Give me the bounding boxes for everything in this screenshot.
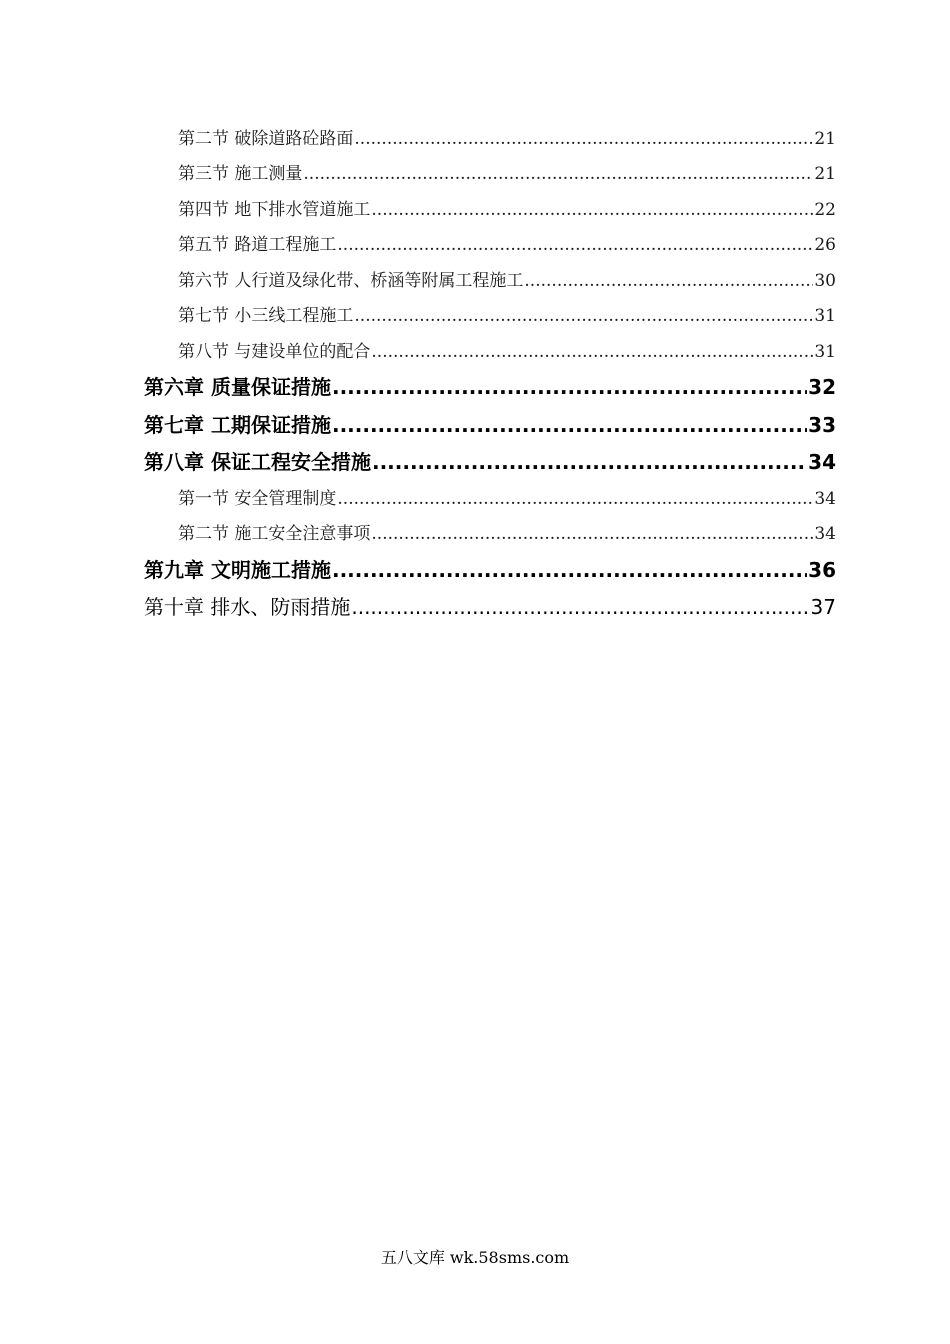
toc-entry-page: 36: [808, 558, 836, 582]
toc-entry-label: 第八节 与建设单位的配合: [178, 342, 371, 362]
toc-entry-section[interactable]: [178, 159, 836, 184]
toc-entry-page: 32: [808, 375, 836, 399]
toc-entry-label: 第十章 排水、防雨措施: [144, 595, 351, 619]
toc-entry-page: 21: [814, 164, 836, 184]
toc-entry-section[interactable]: [178, 230, 836, 255]
toc-dot-leader: [337, 235, 813, 255]
toc-entry-section[interactable]: [178, 519, 836, 544]
toc-entry-chapter[interactable]: [144, 446, 836, 475]
toc-dot-leader: [371, 200, 813, 220]
toc-entry-page: 37: [810, 595, 836, 619]
toc-entry-page: 30: [814, 271, 836, 291]
toc-entry-label: 第二节 施工安全注意事项: [178, 524, 371, 544]
toc-entry-label: 第九章 文明施工措施: [144, 558, 331, 582]
toc-entry-label: 第七节 小三线工程施工: [178, 306, 354, 326]
toc-entry-page: 26: [814, 235, 836, 255]
toc-entry-page: 34: [814, 524, 836, 544]
toc-dot-leader: [351, 595, 809, 619]
toc-entry-section[interactable]: [178, 266, 836, 291]
toc-dot-leader: [332, 413, 807, 437]
toc-entry-section[interactable]: [178, 484, 836, 509]
toc-dot-leader: [372, 450, 807, 474]
toc-entry-label: 第六节 人行道及绿化带、桥涵等附属工程施工: [178, 271, 524, 291]
toc-entry-label: 第八章 保证工程安全措施: [144, 450, 371, 474]
toc-entry-page: 33: [808, 413, 836, 437]
toc-entry-label: 第一节 安全管理制度: [178, 489, 337, 509]
toc-dot-leader: [354, 129, 813, 149]
toc-entry-label: 第三节 施工测量: [178, 164, 303, 184]
toc-entry-chapter[interactable]: [144, 554, 836, 583]
toc-entry-page: 31: [814, 306, 836, 326]
toc-entry-label: 第五节 路道工程施工: [178, 235, 337, 255]
toc-dot-leader: [354, 306, 813, 326]
toc-dot-leader: [371, 342, 813, 362]
toc-dot-leader: [332, 558, 807, 582]
toc-dot-leader: [337, 489, 813, 509]
toc-entry-chapter[interactable]: [144, 409, 836, 438]
page-footer: 五八文库 wk.58sms.com: [380, 1248, 570, 1267]
toc-entry-page: 21: [814, 129, 836, 149]
toc-dot-leader: [303, 164, 813, 184]
toc-dot-leader: [332, 375, 807, 399]
toc-entry-label: 第二节 破除道路砼路面: [178, 129, 354, 149]
toc-entry-page: 34: [814, 489, 836, 509]
toc-entry-page: 34: [808, 450, 836, 474]
toc-entry-label: 第六章 质量保证措施: [144, 375, 331, 399]
toc-entry-chapter[interactable]: [144, 591, 836, 620]
toc-entry-label: 第四节 地下排水管道施工: [178, 200, 371, 220]
toc-entry-section[interactable]: [178, 195, 836, 220]
toc-entry-section[interactable]: [178, 337, 836, 362]
toc-dot-leader: [524, 271, 813, 291]
toc-entry-page: 22: [814, 200, 836, 220]
toc-entry-page: 31: [814, 342, 836, 362]
toc-entry-label: 第七章 工期保证措施: [144, 413, 331, 437]
toc-entry-section[interactable]: [178, 301, 836, 326]
toc-dot-leader: [371, 524, 813, 544]
toc-entry-section[interactable]: [178, 124, 836, 149]
toc-entry-chapter[interactable]: [144, 371, 836, 400]
